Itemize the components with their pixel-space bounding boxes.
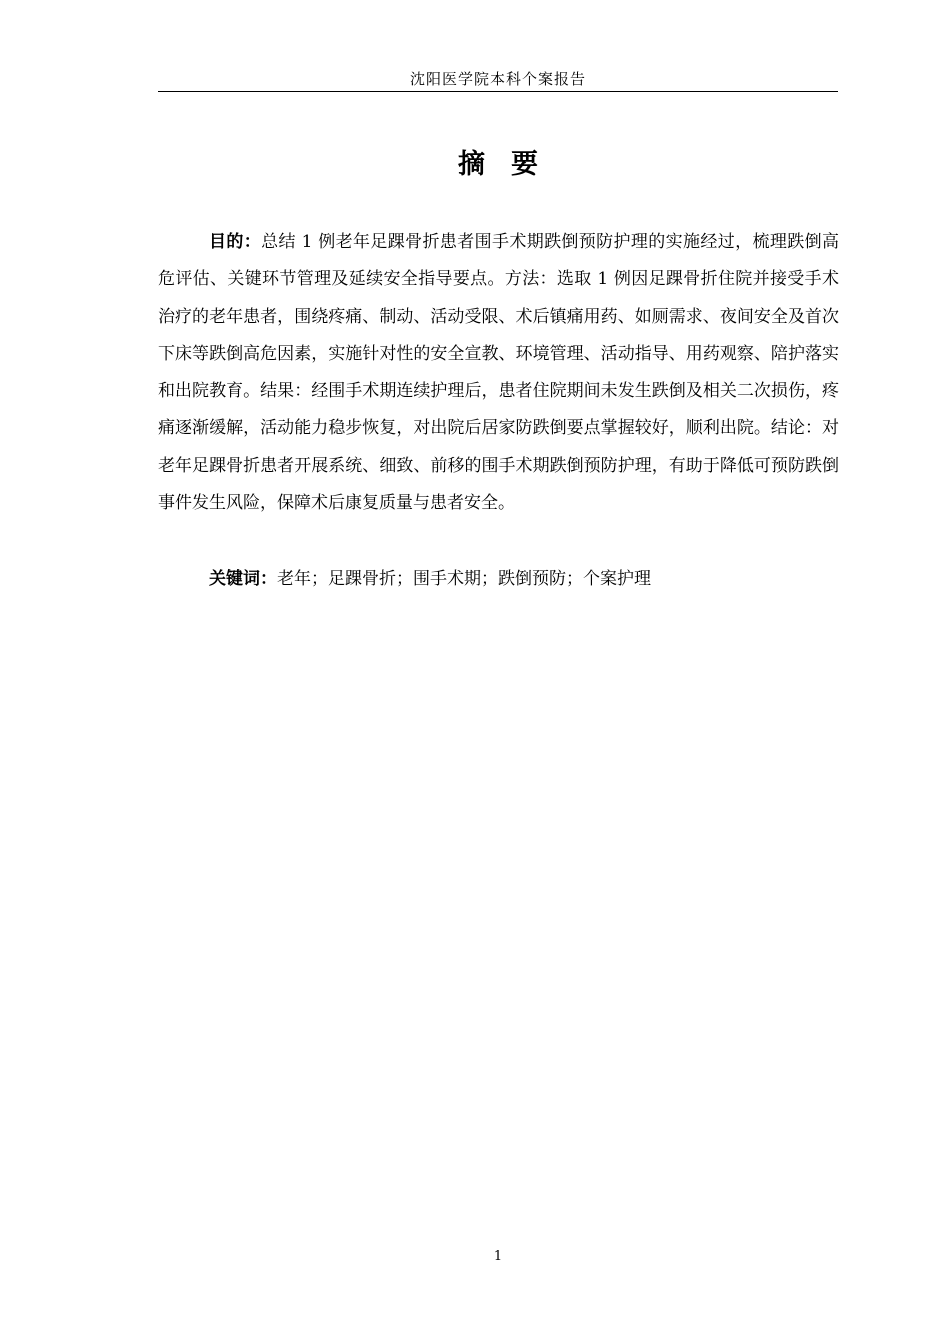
abstract-title-char-2: 要 (511, 149, 538, 180)
page-number: 1 (493, 1249, 503, 1264)
keywords-label: 关键词： (209, 569, 277, 589)
abstract-label: 目的： (209, 232, 262, 252)
abstract-title (158, 143, 838, 187)
keywords-body: 老年；足踝骨折；围手术期；跌倒预防；个案护理 (277, 569, 651, 589)
abstract-title-char-1: 摘 (458, 149, 485, 180)
header-divider (158, 91, 838, 92)
running-header: 沈阳医学院本科个案报告 (409, 70, 586, 88)
abstract-body: 总结 1 例老年足踝骨折患者围手术期跌倒预防护理的实施经过，梳理跌倒高危评估、关键环节管理及延续安全指导要点。方法：选取 1 例因足踝骨折住院并接受手术治疗的老年患者，围绕疼痛、制动、活动受限、术后镇痛用药、如厕需求、夜间安全及首次下床等跌倒高危因素，实施针对性的安全宣教、环境管理、活动指导、用药观察、陪护落实和出院教育。结果：经围手术期连续护理后，患者住院期间未发生跌倒及相关二次损伤，疼痛逐渐缓解，活动能力稳步恢复，对出院后居家防跌倒要点掌握较好，顺利出院。结论：对老年足踝骨折患者开展系统、细致、前移的围手术期跌倒预防护理，有助于降低可预防跌倒事件发生风险，保障术后康复质量与患者安全。 (158, 232, 840, 514)
keywords-paragraph (158, 561, 839, 598)
abstract-paragraph (158, 224, 839, 522)
